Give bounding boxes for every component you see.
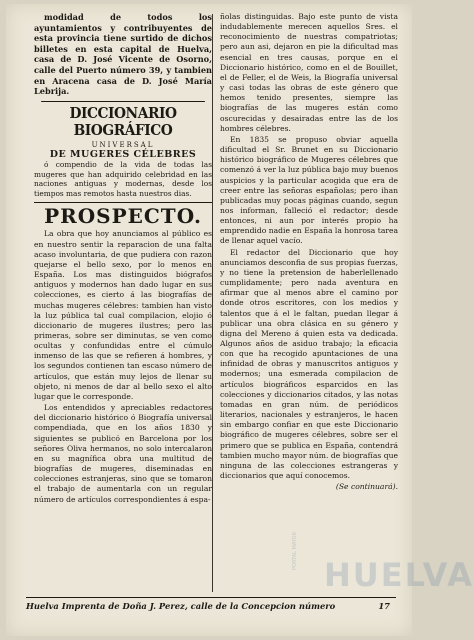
page-number: 17: [378, 601, 390, 611]
newspaper-page: [6, 4, 474, 636]
prospectus-paragraph-1: La obra que hoy anunciamos al público es en nuestro sentir la reparacion de una falta acaso involuntaria, de que pudiera con razon quejarse el bello sexo, por lo menos en España. Los mas distinguidos biógrafos antiguos y modernos han dado lugar en sus colecciones, es cierto á las biografías de muchas mugeres célebres: tambien han visto la luz pública tal cual compilacion, elojio ó diccionario de mugeres ilustres; pero las primeras, sobre ser diminutas, se ven como ocultas y confundidas entre el cúmulo inmenso de las que se refieren á hombres, y los segundos contienen tan escaso número de artículos, que están muy lejos de llenar su objeto, ni menos de dar al bello sexo el alto lugar que le corresponde.: [34, 229, 212, 401]
right-column: [220, 12, 398, 492]
dictionary-subtitle-women: DE MUGERES CÉLEBRES: [49, 148, 197, 160]
imprint-footer: [26, 597, 396, 611]
dictionary-title: DICCIONARIO BIOGRÁFICO: [41, 101, 205, 139]
right-paragraph-2: En 1835 se propuso obviar aquella dificultad el Sr. Brunet en su Diccionario histórico biográfico de Mugeres célebres que comenzó á ver la luz pública bajo muy buenos auspicios y la particular acogida que era de creer entre las señoras españolas; pero ihan publicadas muy pocas páginas cuando, segun nos informan, falleció el redactor; desde entonces, ni aun por interés propio ha emprendido nadie en España la honrosa tarea de llenar aquel vacío.: [220, 134, 398, 246]
archive-watermark: HUELVA: [324, 556, 474, 594]
prospectus-paragraph-2: Los entendidos y apreciables redactores del diccionario histórico ó Biografía universal compendiada, que en los años 1830 y siguientes se publicó en Barcelona por los señores Oliva hermanos, no solo intercalaron en su magnífica obra una multitud de biografías de mugeres, diseminadas en colecciones estranjeras, sino que se tomaron el trabajo de aumentarla con un regular número de artículos correspondientes á espa-: [34, 403, 212, 504]
lottery-notice: modidad de todos los ayuntamientos y contribuyentes de esta provincia tiene surtido de dichos billetes en esta capital de Huelva, casa de D. José Vicente de Osorno, calle del Puerto número 39, y tambien en Aracena casa de D. José María Lebrija.: [34, 12, 212, 97]
column-divider: [212, 14, 213, 592]
prospectus-heading: PROSPECTO.: [34, 202, 212, 227]
continued-note: (Se continuará).: [335, 482, 398, 492]
archive-watermark-vertical: PORTAL MAYOR: [292, 531, 298, 570]
dictionary-subtitle: UNIVERSAL: [91, 140, 155, 149]
imprint-text: Huelva Imprenta de Doña J. Perez, calle de la Concepcion número: [26, 601, 336, 611]
left-column: [34, 12, 212, 505]
right-paragraph-3: El redactor del Diccionario que hoy anunciamos desconfia de sus propias fuerzas, y no tiene la pretension de haberlellenado cumplidamente; pero nada aventura en afirmar que al menos abre el camino por donde otros escritores, con los medios y talentos que á el le faltan, puedan llegar á publicar una obra clásica en su género y digna del Mereno á quien esta va dedicada. Algunos años de asiduo trabajo; la eficacia con que ha recogido apuntaciones de una infinidad de obras y manuscritos antiguos y modernos; una esmerada compilacion de artículos biográficos esparcidos en las colecciones y diccionarios citados, y las notas tomadas en gran núm. de periódicos literarios, nacionales y estranjeros, le hacen sin embargo confiar en que este Diccionario biográfico de mugeres célebres, sobre ser el primero que se publica en España, contendrá tambien mucho mayor núm. de biografías que ninguna de las colecciones estrangeras y diccionarios que aquí conocemos.: [220, 247, 398, 481]
dictionary-description: ó compendio de la vida de todas las mugeres que han adquirido celebridad en las naciones antiguas y modernas, desde los tiempos mas remotos hasta nuestros dias.: [34, 160, 212, 198]
right-paragraph-1: ñolas distinguidas. Bajo este punto de vista indudablemente merecen aquellos Sres. el reconocimiento de nuestras compatriotas; pero aun asi, dejaron en pie la dificultad mas esencial en tres causas, porque en el Diccionario histórico, como en el de Bouillet, el de Feller, el de Weis, la Biografía universal y casi todas las obras de este género que hemos tenido presentes, siempre las biografías de las mugeres están como oscurecidas y desairadas entre las de los hombres célebres.: [220, 12, 398, 133]
